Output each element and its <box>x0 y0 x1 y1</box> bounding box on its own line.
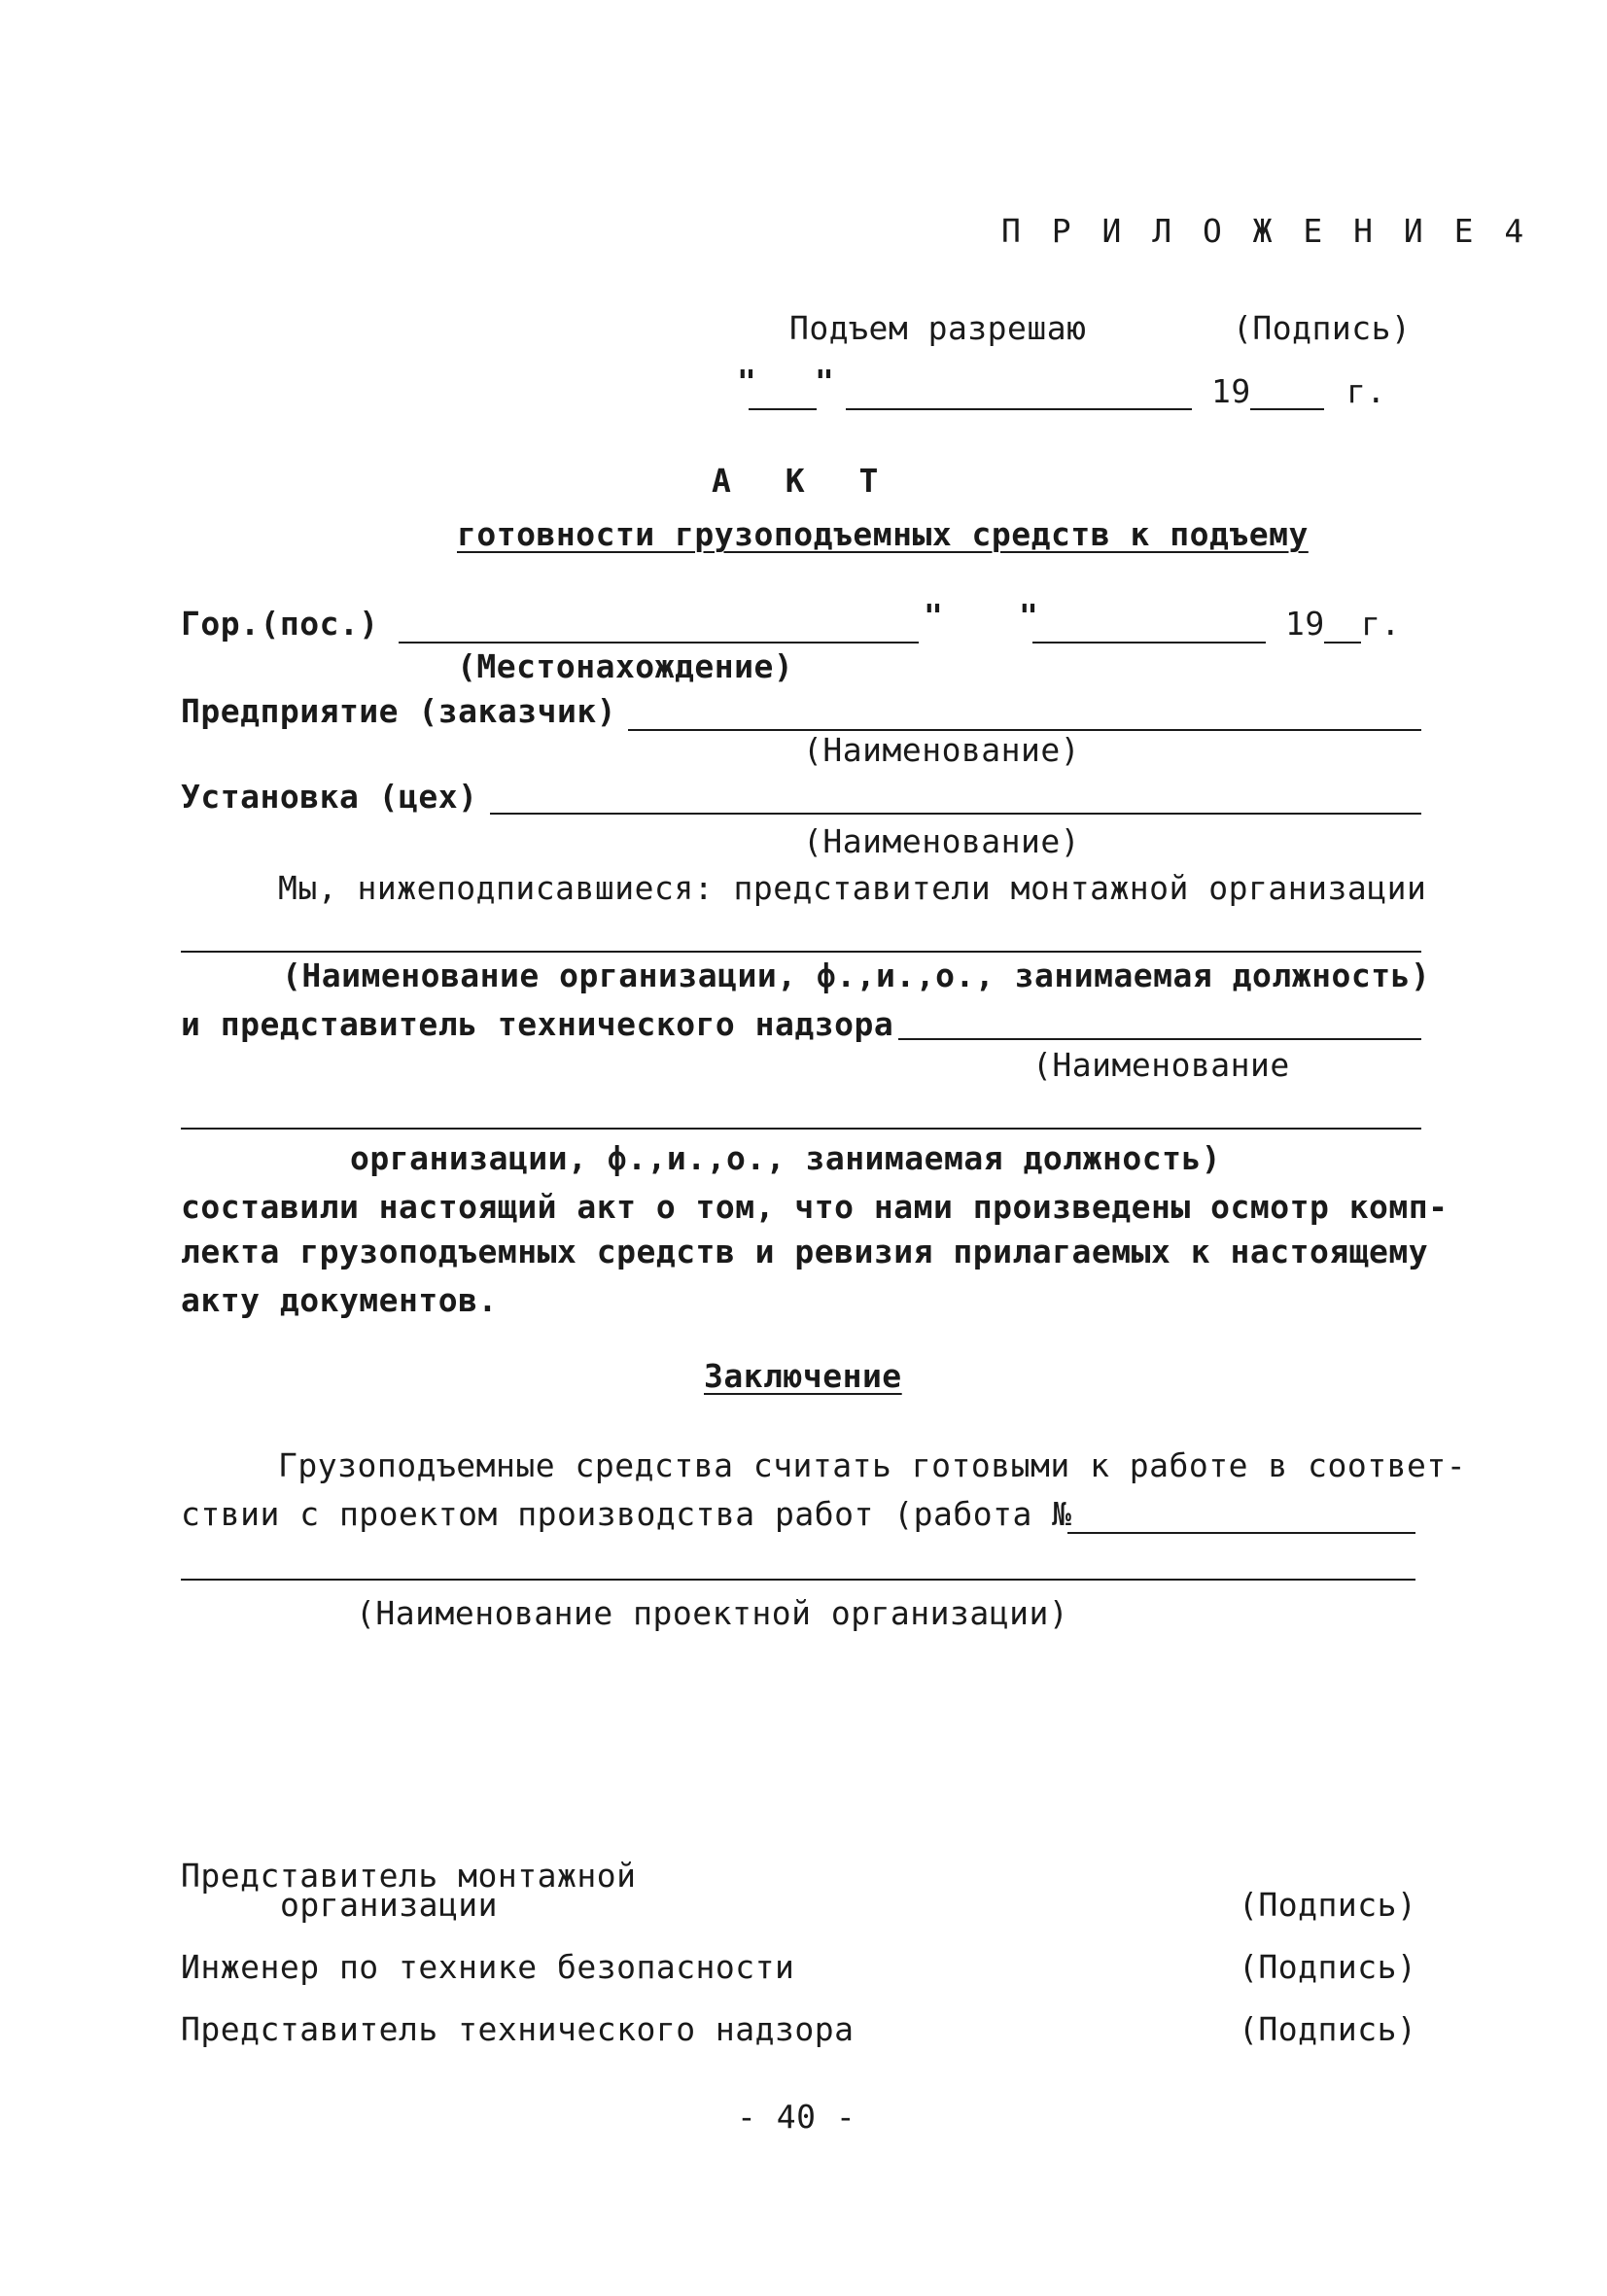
signature-role-mounting-line2: организации <box>280 1886 499 1924</box>
conclusion-heading: Заключение <box>704 1357 902 1395</box>
body-para3: акту документов. <box>181 1281 498 1319</box>
act-title: А К Т <box>712 462 896 500</box>
place-quote-open: " <box>924 597 944 635</box>
installation-label: Установка (цех) <box>181 778 478 816</box>
signature-role-safety: Инженер по технике безопасности <box>181 1948 795 1986</box>
conclusion-work-number-line <box>1067 1532 1415 1534</box>
body-supervision-line <box>898 1038 1421 1040</box>
installation-line <box>490 813 1421 815</box>
conclusion-caption: (Наименование проектной организации) <box>356 1594 1069 1632</box>
place-quote-close: " <box>1019 597 1039 635</box>
approval-year-line <box>1250 408 1324 410</box>
approval-year-prefix: 19 <box>1211 372 1251 410</box>
approval-quote-close: " <box>815 363 835 400</box>
place-year-suffix: г. <box>1361 605 1401 643</box>
approval-day-line <box>749 408 817 410</box>
place-line <box>399 642 919 644</box>
body-line2: и представитель технического надзора <box>181 1005 894 1043</box>
signature-role-supervision: Представитель технического надзора <box>181 2010 855 2048</box>
conclusion-line2: ствии с проектом производства работ (работа № <box>181 1495 1072 1533</box>
body-org-line <box>181 951 1421 953</box>
place-label: Гор.(пос.) <box>181 605 379 643</box>
signature-role-mounting: Представитель монтажной <box>181 1857 637 1895</box>
conclusion-line1: Грузоподъемные средства считать готовыми к работе в соответ- <box>278 1446 1467 1484</box>
act-subtitle: готовности грузоподъемных средств к подъему <box>457 515 1309 553</box>
place-year-prefix: 19 <box>1285 605 1325 643</box>
body-caption2a: (Наименование <box>1032 1046 1290 1084</box>
place-caption: (Местонахождение) <box>457 647 794 685</box>
place-year-line <box>1324 642 1361 644</box>
signature-sign-supervision: (Подпись) <box>1239 2010 1417 2048</box>
place-date-line <box>1032 642 1266 644</box>
body-para2: лекта грузоподъемных средств и ревизия прилагаемых к настоящему <box>181 1233 1429 1270</box>
signature-sign-mounting: (Подпись) <box>1239 1886 1417 1924</box>
body-caption1: (Наименование организации, ф.,и.,о., занимаемая должность) <box>282 957 1431 994</box>
approval-month-line <box>846 408 1192 410</box>
body-caption2b: организации, ф.,и.,о., занимаемая должность) <box>350 1139 1222 1177</box>
approval-signature: (Подпись) <box>1233 309 1412 347</box>
installation-caption: (Наименование) <box>803 822 1081 860</box>
approval-quote-open: " <box>737 363 757 400</box>
approval-text: Подъем разрешаю <box>789 309 1087 347</box>
body-line1: Мы, нижеподписавшиеся: представители монтажной организации <box>278 869 1427 907</box>
conclusion-org-line <box>181 1579 1415 1581</box>
signature-sign-safety: (Подпись) <box>1239 1948 1417 1986</box>
page-number: - 40 - <box>737 2098 856 2136</box>
enterprise-caption: (Наименование) <box>803 731 1081 769</box>
appendix-label: П Р И Л О Ж Е Н И Е 4 <box>1001 212 1530 250</box>
approval-year-suffix: г. <box>1346 372 1386 410</box>
body-supervision-line2 <box>181 1128 1421 1130</box>
enterprise-label: Предприятие (заказчик) <box>181 692 617 730</box>
body-para1: составили настоящий акт о том, что нами произведены осмотр комп- <box>181 1188 1449 1226</box>
